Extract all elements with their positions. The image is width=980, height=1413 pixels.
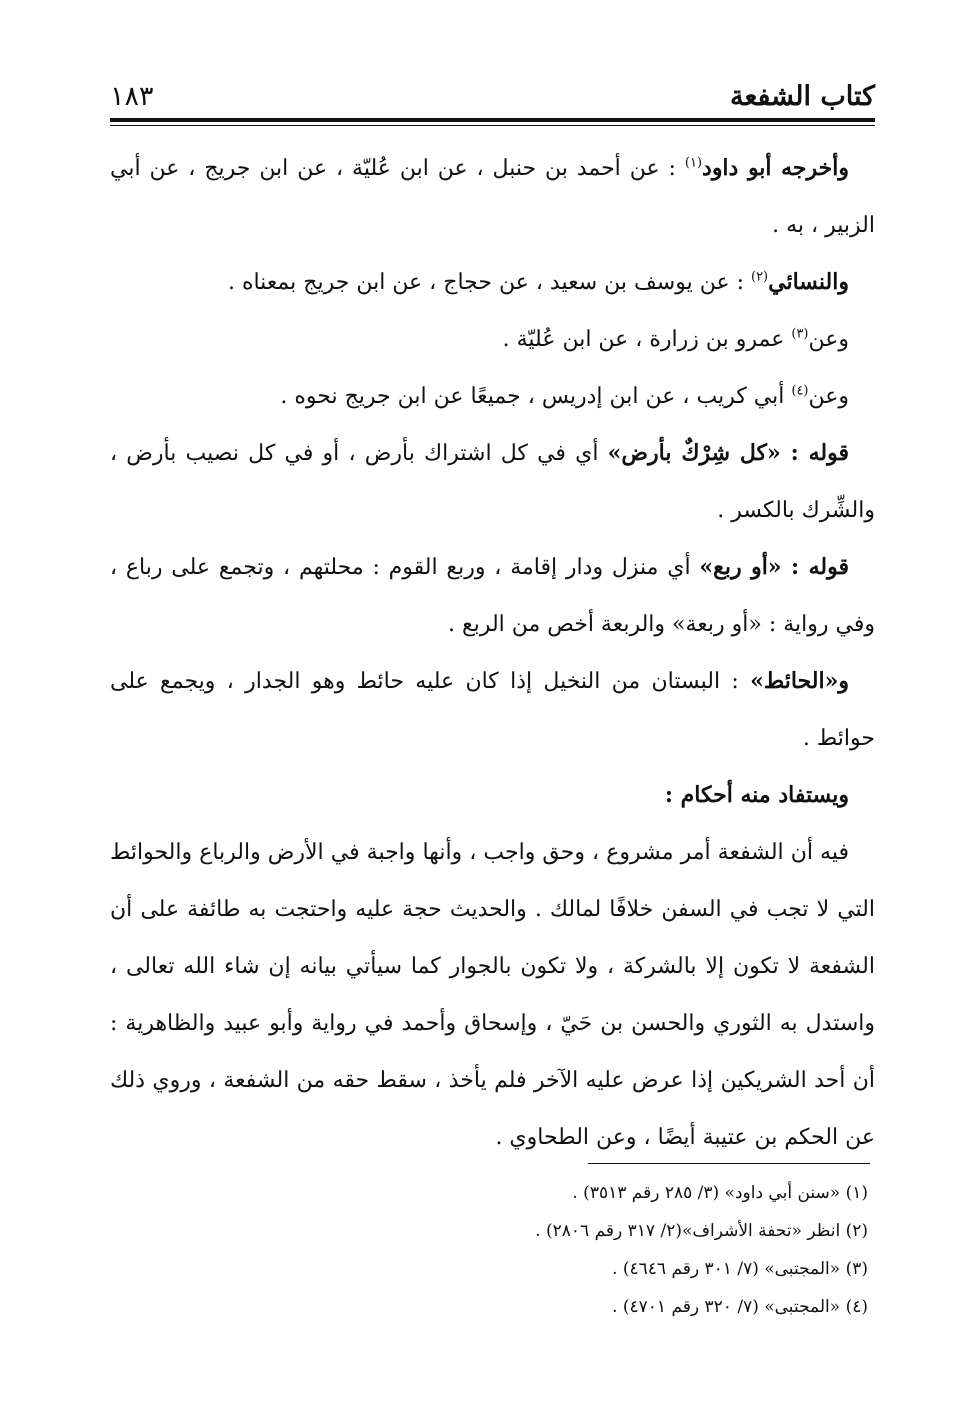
header-rule-thick [110,118,875,122]
footnote-separator [588,1163,870,1164]
section-title: ويستفاد منه أحكام : [664,782,849,808]
lead-term: والنسائي [768,269,849,295]
paragraph-text: أبي كريب ، عن ابن إدريس ، جميعًا عن ابن جريج نحوه . [280,384,792,409]
paragraph-text: عمرو بن زرارة ، عن ابن عُليّة . [502,327,792,352]
lead-term: وعن [808,327,849,352]
paragraph-nasai [110,254,875,311]
page-number: ١٨٣ [110,81,154,112]
footnote-3: (٣) «المجتبى» (٧/ ٣٠١ رقم ٤٦٤٦) . [612,1259,868,1279]
page [110,60,875,1166]
footnote-2: (٢) انظر «تحفة الأشراف»(٢/ ٣١٧ رقم ٢٨٠٦) . [535,1221,868,1241]
lead-term: وأخرجه أبو داود [702,155,850,181]
paragraph-text: : البستان من النخيل إذا كان عليه حائط وهو الجدار ، ويجمع على حوائط . [110,669,875,751]
paragraph-abu-dawud [110,140,875,254]
paragraph-shirk [110,425,875,539]
paragraph-rulings [110,824,875,1166]
paragraph-rab [110,539,875,653]
lead-term: و«الحائط» [750,668,849,694]
lead-term: وعن [808,384,849,409]
footnote-ref: (٢) [750,269,769,285]
lead-term: قوله : «أو ربع» [699,554,850,580]
footnote-1: (١) «سنن أبي داود» (٣/ ٢٨٥ رقم ٣٥١٣) . [572,1183,868,1203]
header-rule-thin [110,125,875,126]
paragraph-text: : عن يوسف بن سعيد ، عن حجاج ، عن ابن جريج بمعناه . [227,270,751,295]
paragraph-text: فيه أن الشفعة أمر مشروع ، وحق واجب ، وأنها واجبة في الأرض والرباع والحوائط التي لا تجب في السفن خلافًا لمالك . والحديث حجة عليه واحتجت به طائفة على أن الشفعة لا تكون إلا بالشركة ، ولا تكون بالجوار كما سيأتي بيانه إن شاء الله تعالى ، واستدل به الثوري والحسن بن حَيّ ، وإسحاق وأحمد في رواية وأبو عبيد والظاهرية : أن أحد الشريكين إذا عرض عليه الآخر فلم يأخذ ، سقط حقه من الشفعة ، وروي ذلك عن الحكم بن عتيبة أيضًا ، وعن الطحاوي . [110,840,875,1150]
paragraph-text: : عن أحمد بن حنبل ، عن ابن عُليّة ، عن ابن جريج ، عن أبي الزبير ، به . [110,156,875,238]
footnote-ref: (٤) [791,383,809,399]
running-header [110,60,875,112]
footnotes [108,1174,868,1326]
footnote-ref: (١) [684,155,703,171]
paragraph-hait [110,653,875,767]
paragraph-abu-kurayb [110,368,875,425]
paragraph-text: أي في كل اشتراك بأرض ، أو في كل نصيب بأرض ، والشِّرك بالكسر . [110,441,875,523]
paragraph-text: أي منزل ودار إقامة ، وربع القوم : محلتهم ، وتجمع على رباع ، وفي رواية : «أو ربعة» والربعة أخص من الربع . [110,555,875,637]
book-title: كتاب الشفعة [729,81,875,112]
lead-term: قوله : «كل شِرْكٌ بأرض» [607,440,849,466]
paragraph-amr [110,311,875,368]
main-text [110,140,875,1166]
footnote-4: (٤) «المجتبى» (٧/ ٣٢٠ رقم ٤٧٠١) . [612,1297,868,1317]
footnote-ref: (٣) [791,326,809,342]
